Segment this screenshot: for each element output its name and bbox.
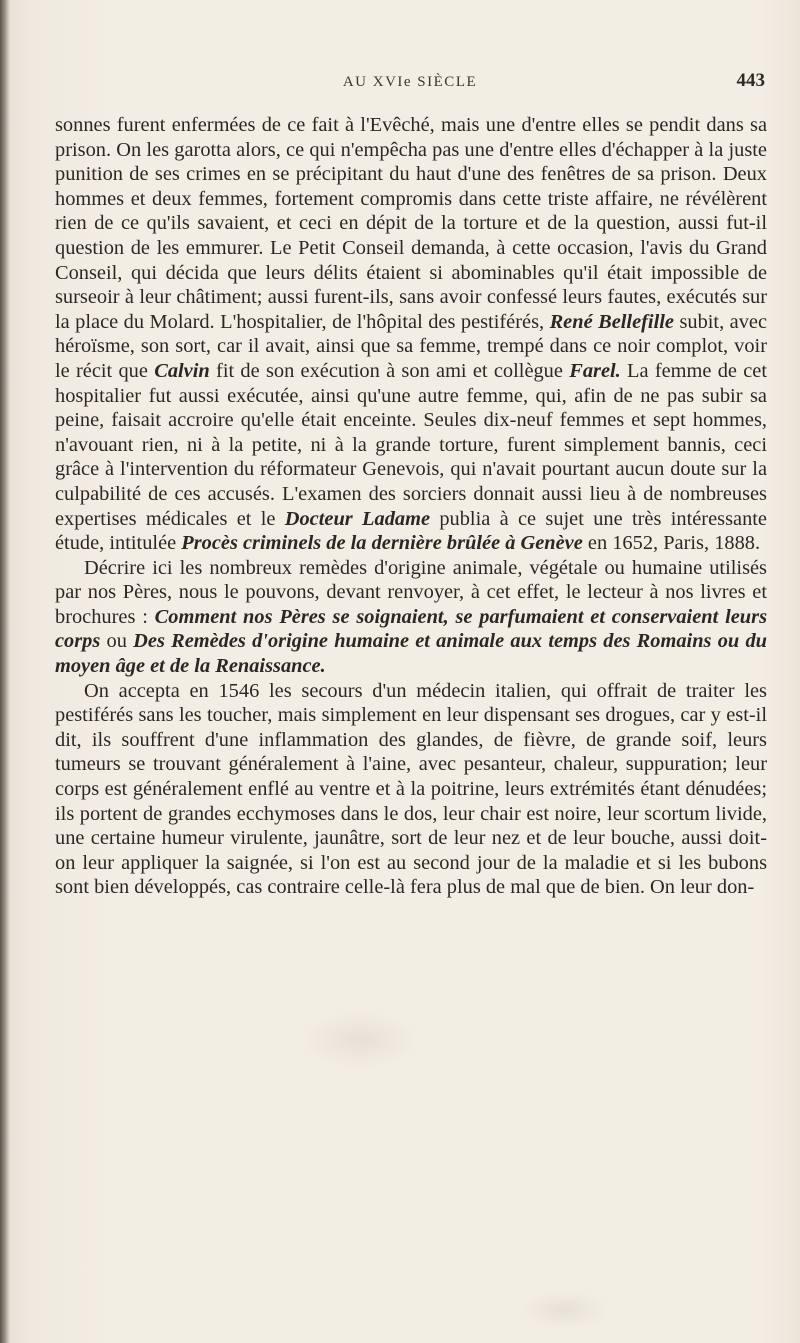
running-header	[55, 66, 765, 96]
page-binding-edge	[0, 0, 10, 1343]
person-name: Docteur Ladame	[284, 507, 430, 530]
person-name: Calvin	[154, 359, 210, 382]
text-run: Décrire ici les nombreux remèdes d'origine animale, végétale ou humaine utilisés par nos Pères, nous le pouvons, devant renvoyer, à cet effet, le lecteur à nos livres et brochures :	[55, 556, 767, 628]
text-run: subit, avec héroïsme, son sort, car il avait, ainsi que sa femme, trempé dans ce noir complot, voir le récit que	[55, 310, 768, 382]
text-run: publia à ce sujet une très intéressante étude, intitulée	[55, 507, 767, 555]
book-title: Des Remèdes d'origine humaine et animale aux temps des Romains ou du moyen âge et de la Renaissance.	[55, 630, 767, 678]
paper-stain	[520, 1290, 610, 1330]
person-name: René Bellefille	[549, 310, 674, 333]
text-run: La femme de cet hospitalier fut aussi exécutée, ainsi qu'une autre femme, qui, afin de ne pas subir sa peine, faisait accroire qu'elle était enceinte. Seules dix-neuf femmes et sept hommes, n'avouant rien, ni à la petite, ni à la grande torture, furent simplement bannis, ceci grâce à l'intervention du réformateur Genevois, qui n'avait pourtant aucun doute sur la culpabilité de ces accusés. L'examen des sorciers donnait aussi lieu à de nombreuses expertises médicales et le	[55, 359, 768, 530]
paper-stain	[300, 1010, 420, 1070]
text-run: en 1652, Paris, 1888.	[582, 532, 761, 555]
paragraph-2	[55, 556, 767, 679]
text-run: fit de son exécution à son ami et collègue	[209, 359, 570, 382]
person-name: Farel.	[569, 359, 621, 382]
text-run: On accepta en 1546 les secours d'un médecin italien, qui offrait de traiter les pestiférés sans les toucher, mais simplement en leur dispensant ses drogues, car y est-il dit, ils souffrent d'une inflammation des glandes, de fièvre, de grande soif, leurs tumeurs se trouvant généralement à l'aine, avec pesanteur, chaleur, suppuration; leur corps est généralement enflé au ventre et à la poitrine, leurs extrémités étant dénudées; ils portent de grandes ecchymoses dans le dos, leur chair est noire, leur scortum livide, une certaine humeur virulente, jaunâtre, sort de leur nez et de leur bouche, aussi doit-on leur appliquer la saignée, si l'on est au second jour de la maladie et si les bubons sont bien développés, cas contraire celle-là fera plus de mal que de bien. On leur don-	[55, 679, 767, 899]
text-run: sonnes furent enfermées de ce fait à l'Evêché, mais une d'entre elles se pendit dans sa prison. On les garotta alors, ce qui n'empêcha pas une d'entre elles d'échapper à la juste punition de ses crimes en se précipitant du haut d'une des fenêtres de sa prison. Deux hommes et deux femmes, fortement compromis dans cette triste affaire, ne révélèrent rien de ce qu'ils savaient, et ceci en dépit de la torture et de la question, aussi fut-il question de les emmurer. Le Petit Conseil demanda, à cette occasion, l'avis du Grand Conseil, qui décida que leurs délits étaient si abominables qu'il était impossible de surseoir à leur châtiment; aussi furent-ils, sans avoir confessé leurs fautes, exécutés sur la place du Molard. L'hospitalier, de l'hôpital des pestiférés,	[55, 114, 767, 333]
body-text	[55, 113, 767, 900]
paragraph-1	[55, 113, 767, 556]
book-title: Comment nos Pères se soignaient, se parfumaient et conservaient leurs corps	[55, 605, 768, 653]
book-title: Procès criminels de la dernière brûlée à Genève	[181, 532, 583, 555]
paragraph-3	[55, 679, 767, 900]
page-number: 443	[736, 70, 765, 91]
text-run: ou	[100, 630, 134, 653]
running-title: AU XVIe SIÈCLE	[342, 74, 478, 90]
